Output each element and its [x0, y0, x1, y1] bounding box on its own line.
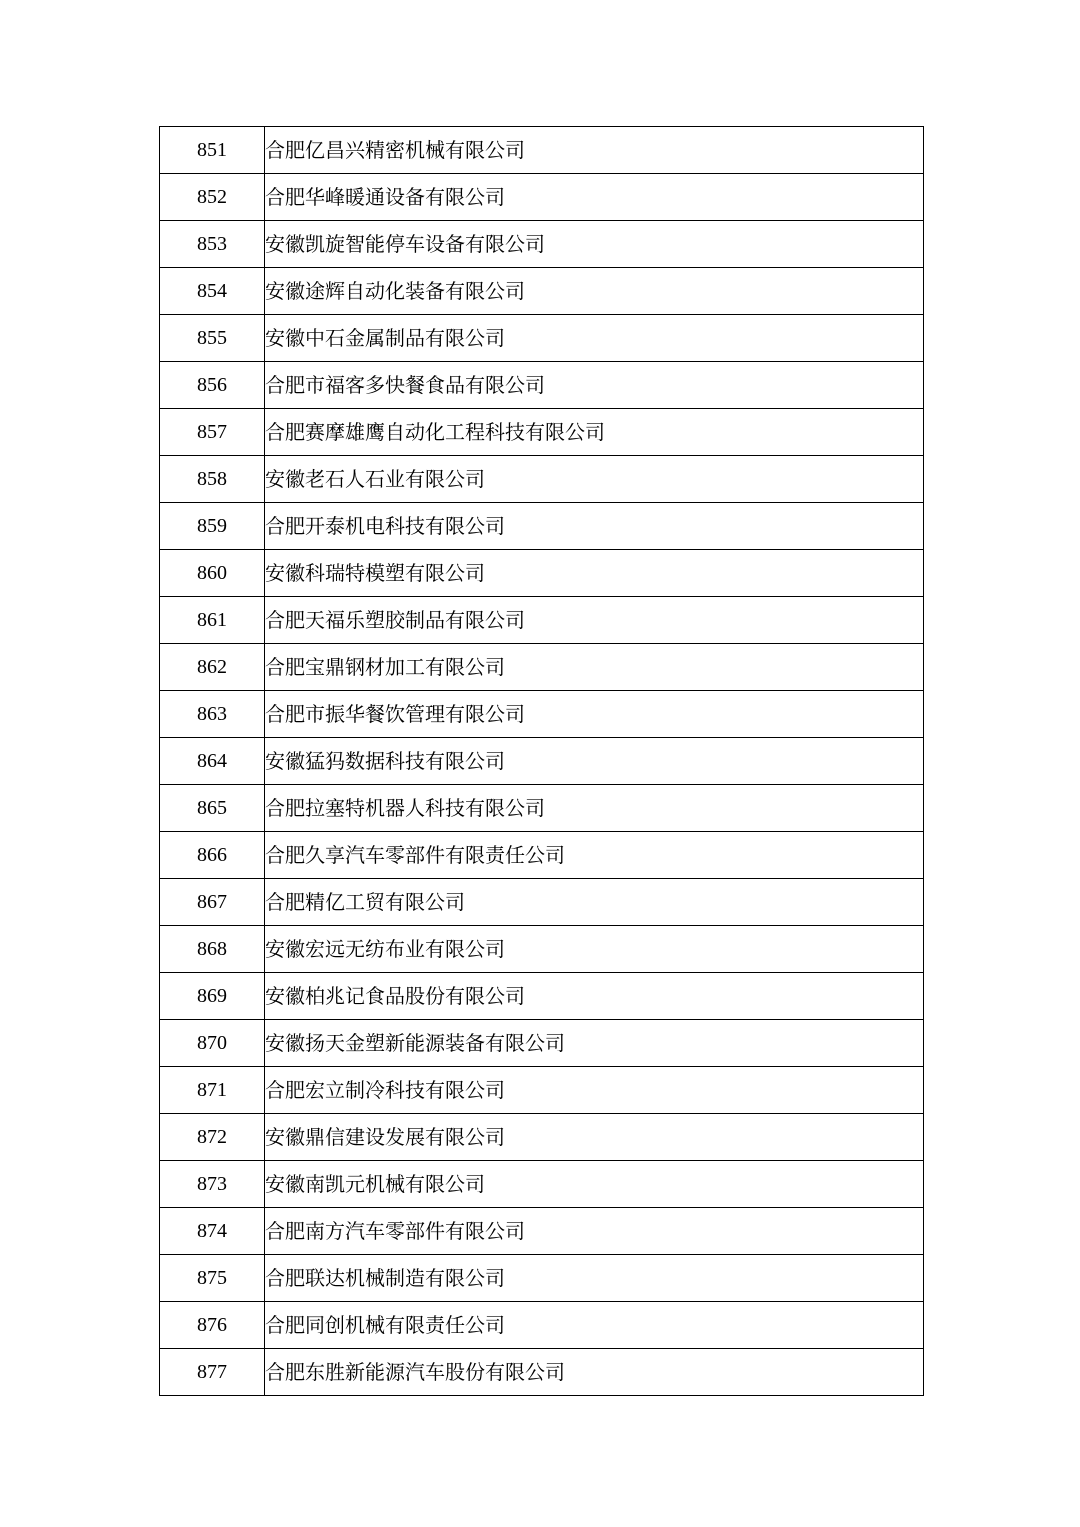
company-name-cell: 安徽途辉自动化装备有限公司	[265, 268, 924, 315]
table-row	[160, 174, 924, 221]
table-row	[160, 409, 924, 456]
row-index-cell: 873	[160, 1161, 265, 1208]
row-index-cell: 874	[160, 1208, 265, 1255]
company-name-cell: 合肥天福乐塑胶制品有限公司	[265, 597, 924, 644]
table-body	[160, 127, 924, 1396]
company-name-cell: 安徽凯旋智能停车设备有限公司	[265, 221, 924, 268]
table-row	[160, 268, 924, 315]
company-name-cell: 安徽鼎信建设发展有限公司	[265, 1114, 924, 1161]
row-index-cell: 871	[160, 1067, 265, 1114]
row-index-cell: 860	[160, 550, 265, 597]
company-name-cell: 合肥宏立制冷科技有限公司	[265, 1067, 924, 1114]
table-row	[160, 503, 924, 550]
table-row	[160, 738, 924, 785]
table-row	[160, 691, 924, 738]
company-name-cell: 合肥东胜新能源汽车股份有限公司	[265, 1349, 924, 1396]
row-index-cell: 868	[160, 926, 265, 973]
company-name-cell: 合肥亿昌兴精密机械有限公司	[265, 127, 924, 174]
company-name-cell: 合肥同创机械有限责任公司	[265, 1302, 924, 1349]
table-row	[160, 1067, 924, 1114]
table-row	[160, 1349, 924, 1396]
company-name-cell: 安徽南凯元机械有限公司	[265, 1161, 924, 1208]
row-index-cell: 855	[160, 315, 265, 362]
row-index-cell: 870	[160, 1020, 265, 1067]
company-name-cell: 合肥联达机械制造有限公司	[265, 1255, 924, 1302]
row-index-cell: 865	[160, 785, 265, 832]
row-index-cell: 875	[160, 1255, 265, 1302]
company-name-cell: 合肥宝鼎钢材加工有限公司	[265, 644, 924, 691]
row-index-cell: 856	[160, 362, 265, 409]
row-index-cell: 854	[160, 268, 265, 315]
table-row	[160, 456, 924, 503]
row-index-cell: 862	[160, 644, 265, 691]
table-row	[160, 550, 924, 597]
row-index-cell: 858	[160, 456, 265, 503]
table-row	[160, 644, 924, 691]
table-row	[160, 1161, 924, 1208]
company-name-cell: 合肥拉塞特机器人科技有限公司	[265, 785, 924, 832]
table-row	[160, 879, 924, 926]
company-name-cell: 合肥精亿工贸有限公司	[265, 879, 924, 926]
company-name-cell: 合肥南方汽车零部件有限公司	[265, 1208, 924, 1255]
table-row	[160, 973, 924, 1020]
row-index-cell: 864	[160, 738, 265, 785]
company-name-cell: 安徽扬天金塑新能源装备有限公司	[265, 1020, 924, 1067]
table-row	[160, 315, 924, 362]
row-index-cell: 851	[160, 127, 265, 174]
row-index-cell: 866	[160, 832, 265, 879]
table-row	[160, 362, 924, 409]
table-row	[160, 1020, 924, 1067]
company-name-cell: 合肥市福客多快餐食品有限公司	[265, 362, 924, 409]
company-table-container	[159, 126, 921, 1396]
company-name-cell: 安徽猛犸数据科技有限公司	[265, 738, 924, 785]
company-name-cell: 合肥赛摩雄鹰自动化工程科技有限公司	[265, 409, 924, 456]
row-index-cell: 863	[160, 691, 265, 738]
company-name-cell: 合肥市振华餐饮管理有限公司	[265, 691, 924, 738]
company-name-cell: 安徽老石人石业有限公司	[265, 456, 924, 503]
row-index-cell: 867	[160, 879, 265, 926]
table-row	[160, 1302, 924, 1349]
row-index-cell: 872	[160, 1114, 265, 1161]
table-row	[160, 127, 924, 174]
row-index-cell: 852	[160, 174, 265, 221]
company-name-cell: 安徽宏远无纺布业有限公司	[265, 926, 924, 973]
table-row	[160, 926, 924, 973]
row-index-cell: 861	[160, 597, 265, 644]
table-row	[160, 1114, 924, 1161]
company-name-cell: 安徽科瑞特模塑有限公司	[265, 550, 924, 597]
row-index-cell: 859	[160, 503, 265, 550]
company-name-cell: 合肥开泰机电科技有限公司	[265, 503, 924, 550]
row-index-cell: 857	[160, 409, 265, 456]
table-row	[160, 1255, 924, 1302]
table-row	[160, 597, 924, 644]
table-row	[160, 1208, 924, 1255]
row-index-cell: 877	[160, 1349, 265, 1396]
company-name-cell: 安徽柏兆记食品股份有限公司	[265, 973, 924, 1020]
table-row	[160, 221, 924, 268]
company-name-cell: 合肥久享汽车零部件有限责任公司	[265, 832, 924, 879]
company-name-cell: 安徽中石金属制品有限公司	[265, 315, 924, 362]
row-index-cell: 869	[160, 973, 265, 1020]
company-table	[159, 126, 924, 1396]
table-row	[160, 785, 924, 832]
row-index-cell: 876	[160, 1302, 265, 1349]
company-name-cell: 合肥华峰暖通设备有限公司	[265, 174, 924, 221]
row-index-cell: 853	[160, 221, 265, 268]
table-row	[160, 832, 924, 879]
